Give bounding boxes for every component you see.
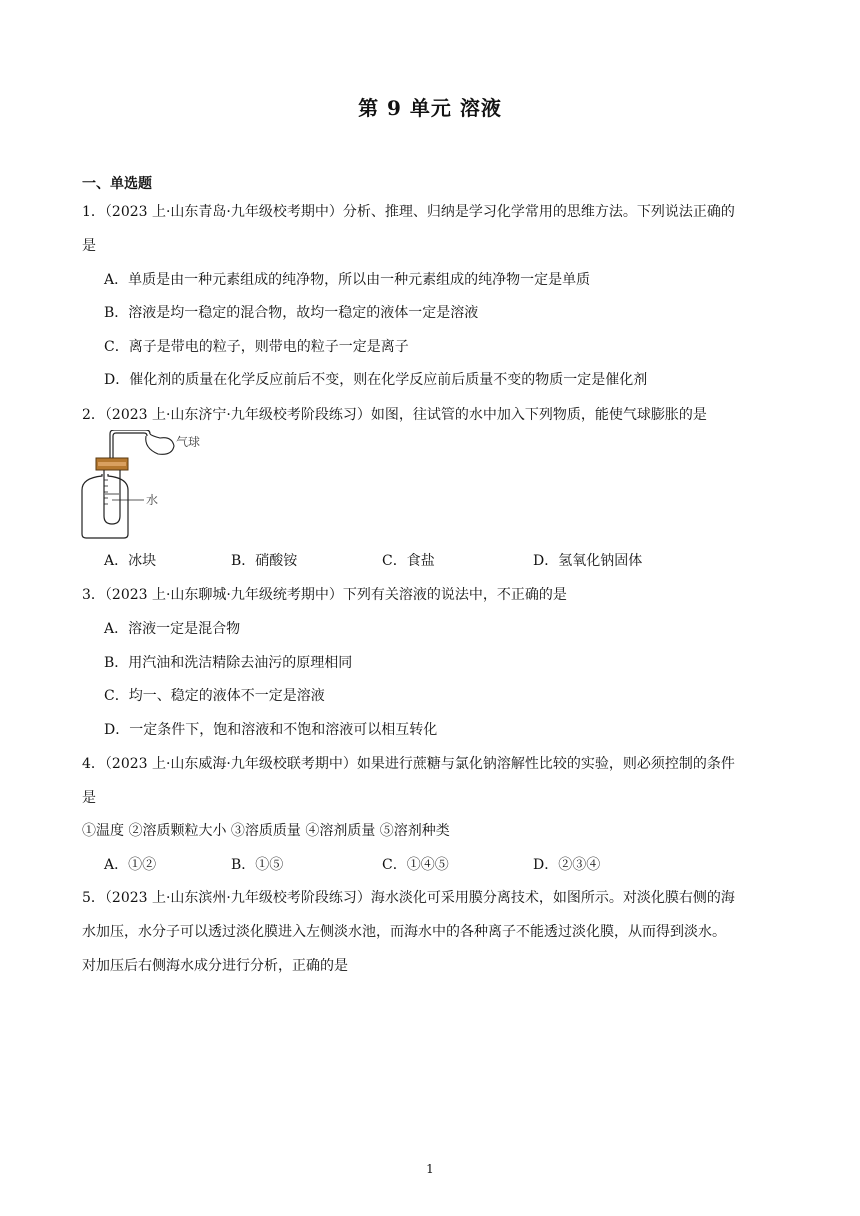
question-3-stem: 3．（2023 上·山东聊城·九年级统考期中）下列有关溶液的说法中，不正确的是 bbox=[82, 587, 567, 603]
question-2-option-d: D．氢氧化钠固体 bbox=[533, 553, 643, 569]
page-number: 1 bbox=[426, 1162, 434, 1176]
question-4-stem-line-1: 4．（2023 上·山东威海·九年级校联考期中）如果进行蔗糖与氯化钠溶解性比较的实验，则必须控制的条件 bbox=[82, 756, 735, 772]
question-1-option-b: B．溶液是均一稳定的混合物，故均一稳定的液体一定是溶液 bbox=[104, 305, 479, 321]
question-4-options-row bbox=[104, 855, 704, 875]
question-1-option-c: C．离子是带电的粒子，则带电的粒子一定是离子 bbox=[104, 339, 409, 355]
question-4-option-d: D．②③④ bbox=[533, 857, 601, 873]
question-1-option-a: A．单质是由一种元素组成的纯净物，所以由一种元素组成的纯净物一定是单质 bbox=[104, 272, 591, 288]
question-1-option-d: D．催化剂的质量在化学反应前后不变，则在化学反应前后质量不变的物质一定是催化剂 bbox=[104, 372, 648, 388]
question-1-stem-line-1: 1．（2023 上·山东青岛·九年级校考期中）分析、推理、归纳是学习化学常用的思维方法。下列说法正确的 bbox=[82, 204, 735, 220]
question-3-option-c: C．均一、稳定的液体不一定是溶液 bbox=[104, 688, 325, 704]
figure-label-balloon: 气球 bbox=[176, 435, 201, 449]
question-2-option-a: A．冰块 bbox=[104, 553, 157, 569]
question-2-option-b: B．硝酸铵 bbox=[231, 553, 298, 569]
question-5-stem-line-3: 对加压后右侧海水成分进行分析，正确的是 bbox=[82, 958, 348, 974]
question-4-option-a: A．①② bbox=[104, 857, 157, 873]
test-tube-balloon-figure bbox=[80, 430, 220, 542]
page-title: 第 9 单元 溶液 bbox=[358, 96, 502, 120]
question-4-stem-line-2: 是 bbox=[82, 790, 96, 806]
question-5-stem-line-1: 5．（2023 上·山东滨州·九年级校考阶段练习）海水淡化可采用膜分离技术，如图所示。对淡化膜右侧的海 bbox=[82, 890, 735, 906]
figure-label-water: 水 bbox=[146, 493, 159, 507]
question-4-option-c: C．①④⑤ bbox=[382, 857, 449, 873]
question-2-stem: 2．（2023 上·山东济宁·九年级校考阶段练习）如图，往试管的水中加入下列物质，能使气球膨胀的是 bbox=[82, 407, 707, 423]
question-4-conditions: ①温度 ②溶质颗粒大小 ③溶质质量 ④溶剂质量 ⑤溶剂种类 bbox=[82, 823, 450, 839]
question-1-stem-line-2: 是 bbox=[82, 238, 96, 254]
question-2-options-row bbox=[104, 551, 704, 571]
question-3-option-b: B．用汽油和洗洁精除去油污的原理相同 bbox=[104, 655, 353, 671]
question-4-option-b: B．①⑤ bbox=[231, 857, 284, 873]
section-heading: 一、单选题 bbox=[82, 176, 152, 192]
question-3-option-d: D．一定条件下，饱和溶液和不饱和溶液可以相互转化 bbox=[104, 722, 438, 738]
question-2-option-c: C．食盐 bbox=[382, 553, 435, 569]
question-3-option-a: A．溶液一定是混合物 bbox=[104, 621, 241, 637]
question-5-stem-line-2: 水加压，水分子可以透过淡化膜进入左侧淡水池，而海水中的各种离子不能透过淡化膜，从而得到淡水。 bbox=[82, 924, 726, 940]
